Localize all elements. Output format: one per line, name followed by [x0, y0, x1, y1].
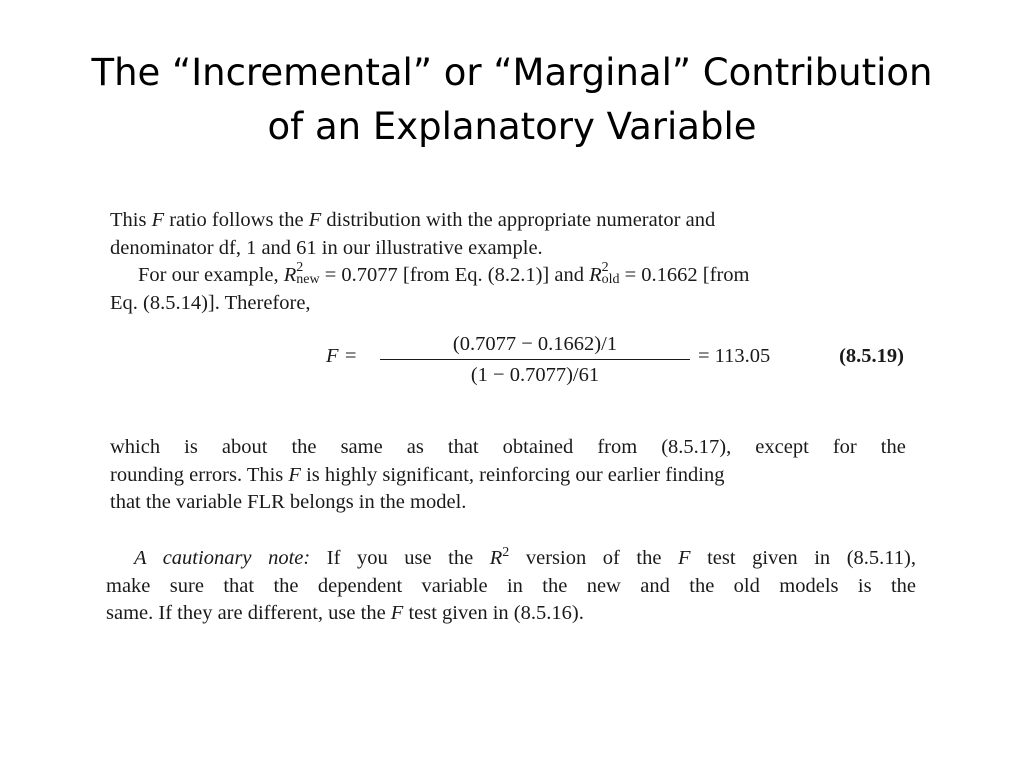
text-line — [106, 600, 916, 628]
superscript: 2 — [502, 545, 510, 561]
word: from — [597, 436, 638, 458]
equation-result: = 113.05 — [698, 345, 771, 367]
equation-numerator: (0.7077 − 0.1662)/1 — [452, 333, 618, 355]
text-run: This — [110, 209, 152, 231]
text-run: is highly significant, reinforcing our earlier finding — [300, 463, 725, 486]
text-run: test given in (8.5.11), — [690, 547, 916, 569]
subscript: new — [296, 272, 320, 288]
word: same — [340, 436, 383, 458]
text-line: that the variable FLR belongs in the model. — [110, 491, 467, 513]
superscript: 2 — [601, 260, 609, 276]
text-line — [106, 545, 916, 573]
word: for — [832, 436, 857, 458]
word: obtained — [502, 436, 574, 458]
text-line — [110, 262, 906, 290]
equation-8-5-19 — [110, 330, 906, 390]
text-line: Eq. (8.5.14)]. Therefore, — [110, 291, 311, 314]
r-squared-old — [589, 262, 619, 290]
text-run: For our example, — [138, 264, 284, 286]
word: (8.5.17), — [661, 436, 732, 458]
fraction-bar — [380, 359, 690, 360]
text-run: If you use the — [310, 547, 490, 569]
word: which — [110, 436, 161, 458]
equation-fraction — [376, 330, 694, 389]
text-line: make sure that the dependent variable in the new and the old models is the — [106, 574, 916, 597]
subscript: old — [601, 272, 620, 288]
equation-denominator: (1 − 0.7077)/61 — [470, 364, 600, 386]
slide-title — [40, 46, 984, 154]
text-run: = 0.7077 [from Eq. (8.2.1)] and — [319, 264, 590, 286]
word: about — [221, 436, 268, 458]
text-run: distribution with the appropriate numerator and — [321, 209, 716, 231]
symbol-r: R — [283, 264, 297, 286]
text-run: rounding errors. This — [110, 463, 289, 486]
text-run: same. If they are different, use the — [106, 602, 391, 624]
symbol-f: F — [390, 602, 404, 624]
word: except — [755, 436, 809, 458]
paragraph-f-ratio — [110, 207, 906, 317]
text-run: version of the — [509, 547, 678, 569]
slide-title-line-2: of an Explanatory Variable — [267, 105, 757, 148]
text-run: test given in (8.5.16). — [403, 602, 584, 624]
word: the — [880, 436, 906, 458]
text-line — [110, 434, 906, 462]
text-run: = 0.1662 [from — [619, 264, 750, 286]
paragraph-cautionary-note — [106, 545, 916, 628]
word: the — [291, 436, 317, 458]
superscript: 2 — [296, 260, 304, 276]
text-line: denominator df, 1 and 61 in our illustrative example. — [110, 236, 543, 259]
slide-title-line-1: The “Incremental” or “Marginal” Contribution — [91, 51, 933, 94]
text-line — [110, 462, 906, 490]
equation-lhs-text: F = — [326, 345, 358, 367]
word: as — [406, 436, 424, 458]
word: that — [447, 436, 479, 458]
text-run: ratio follows the — [164, 209, 309, 231]
equation-lhs — [326, 345, 357, 368]
symbol-f: F — [308, 209, 322, 231]
symbol-f: F — [151, 209, 165, 231]
r-squared-new — [284, 262, 320, 290]
symbol-r: R — [589, 264, 602, 286]
equation-number: (8.5.19) — [839, 345, 904, 367]
symbol-f: F — [678, 547, 691, 569]
cautionary-note-label: A cautionary note: — [134, 547, 311, 569]
word: is — [184, 436, 198, 458]
paragraph-significance — [110, 434, 906, 517]
symbol-r: R — [489, 547, 503, 569]
text-line — [110, 207, 906, 235]
symbol-f: F — [288, 463, 301, 486]
